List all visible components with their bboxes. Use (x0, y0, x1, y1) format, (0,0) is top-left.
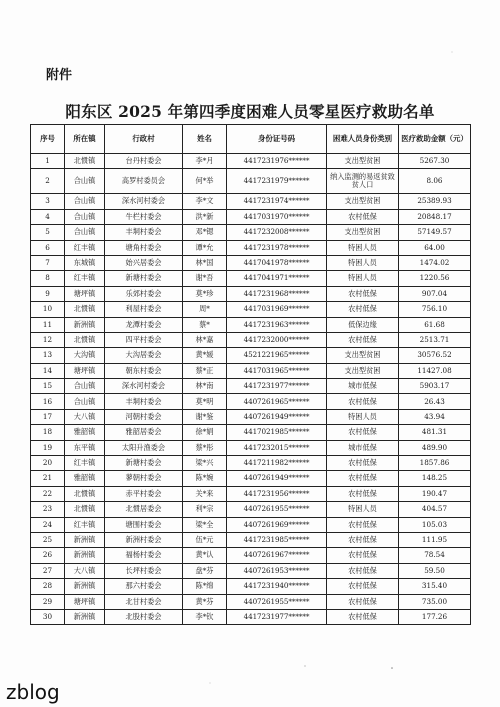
cell-no: 7 (31, 255, 65, 270)
cell-name: 陈*婉 (183, 471, 227, 486)
cell-no: 28 (31, 579, 65, 594)
cell-village: 雅韶居委会 (105, 425, 183, 440)
cell-category: 农村低保 (327, 486, 399, 501)
table-row (31, 332, 471, 347)
cell-id-number: 4417041978****** (227, 255, 327, 270)
cell-name: 何*举 (183, 169, 227, 194)
cell-amount: 190.47 (399, 486, 471, 501)
cell-name: 邓*锶 (183, 225, 227, 240)
cell-amount: 2513.71 (399, 332, 471, 347)
cell-id-number: 4417231979****** (227, 169, 327, 194)
table-row (31, 517, 471, 532)
cell-category: 农村低保 (327, 394, 399, 409)
cell-no: 4 (31, 209, 65, 224)
table-row (31, 225, 471, 240)
cell-amount: 489.90 (399, 440, 471, 455)
cell-no: 29 (31, 594, 65, 609)
cell-village: 蓼朝村委会 (105, 471, 183, 486)
cell-town: 雅韶镇 (65, 471, 105, 486)
header-amount: 医疗救助金额（元） (399, 125, 471, 154)
cell-village: 四平村委会 (105, 332, 183, 347)
cell-id-number: 4417231974****** (227, 194, 327, 209)
cell-village: 新洲村委会 (105, 532, 183, 547)
cell-town: 大八镇 (65, 563, 105, 578)
cell-amount: 1857.86 (399, 456, 471, 471)
cell-village: 福杨村委会 (105, 548, 183, 563)
cell-village: 台丹村委会 (105, 154, 183, 169)
cell-town: 红丰镇 (65, 456, 105, 471)
cell-amount: 404.57 (399, 502, 471, 517)
cell-amount: 78.54 (399, 548, 471, 563)
cell-id-number: 4407261967****** (227, 548, 327, 563)
cell-amount: 30576.52 (399, 348, 471, 363)
cell-village: 朝东村委会 (105, 363, 183, 378)
table-row (31, 255, 471, 270)
cell-amount: 26.43 (399, 394, 471, 409)
cell-category: 支出型贫困 (327, 154, 399, 169)
cell-no: 14 (31, 363, 65, 378)
cell-town: 合山镇 (65, 209, 105, 224)
cell-name: 梁*兴 (183, 456, 227, 471)
cell-no: 9 (31, 286, 65, 301)
cell-category: 农村低保 (327, 548, 399, 563)
cell-no: 2 (31, 169, 65, 194)
cell-id-number: 4417231968****** (227, 286, 327, 301)
cell-no: 8 (31, 271, 65, 286)
cell-village: 新塘村委会 (105, 456, 183, 471)
cell-no: 5 (31, 225, 65, 240)
cell-amount: 59.50 (399, 563, 471, 578)
table-row (31, 271, 471, 286)
cell-village: 高罗村委员会 (105, 169, 183, 194)
cell-name: 黄*芬 (183, 594, 227, 609)
cell-amount: 111.95 (399, 532, 471, 547)
cell-amount: 64.00 (399, 240, 471, 255)
cell-village: 新塘村委会 (105, 271, 183, 286)
table-row (31, 471, 471, 486)
cell-amount: 105.03 (399, 517, 471, 532)
cell-town: 新洲镇 (65, 609, 105, 624)
cell-no: 20 (31, 456, 65, 471)
cell-town: 合山镇 (65, 379, 105, 394)
cell-name: 利*宗 (183, 502, 227, 517)
cell-village: 那六村委会 (105, 579, 183, 594)
table-row (31, 502, 471, 517)
cell-town: 塘坪镇 (65, 594, 105, 609)
cell-village: 塘围村委会 (105, 517, 183, 532)
cell-no: 16 (31, 394, 65, 409)
cell-town: 大沟镇 (65, 348, 105, 363)
cell-id-number: 4417231977****** (227, 379, 327, 394)
cell-name: 关*来 (183, 486, 227, 501)
document-title: 阳东区 2025 年第四季度困难人员零星医疗救助名单 (65, 102, 435, 121)
cell-id-number: 4407261955****** (227, 502, 327, 517)
cell-id-number: 4417231963****** (227, 317, 327, 332)
cell-amount: 148.25 (399, 471, 471, 486)
cell-no: 17 (31, 409, 65, 424)
cell-category: 农村低保 (327, 532, 399, 547)
cell-no: 12 (31, 332, 65, 347)
cell-town: 北惯镇 (65, 302, 105, 317)
table-row (31, 194, 471, 209)
cell-village: 利屋村委会 (105, 302, 183, 317)
cell-amount: 61.68 (399, 317, 471, 332)
cell-amount: 735.00 (399, 594, 471, 609)
cell-town: 新洲镇 (65, 532, 105, 547)
cell-id-number: 4417231956****** (227, 486, 327, 501)
cell-village: 牛栏村委会 (105, 209, 183, 224)
cell-id-number: 4417021985****** (227, 425, 327, 440)
cell-name: 蔡*正 (183, 363, 227, 378)
cell-no: 11 (31, 317, 65, 332)
cell-no: 19 (31, 440, 65, 455)
cell-category: 城市低保 (327, 440, 399, 455)
table-row (31, 302, 471, 317)
table-row (31, 240, 471, 255)
cell-no: 23 (31, 502, 65, 517)
cell-category: 农村低保 (327, 425, 399, 440)
table-row (31, 169, 471, 194)
cell-village: 深水河村委会 (105, 379, 183, 394)
cell-id-number: 4417231940****** (227, 579, 327, 594)
cell-town: 大八镇 (65, 409, 105, 424)
cell-town: 新洲镇 (65, 548, 105, 563)
cell-category: 农村低保 (327, 517, 399, 532)
cell-amount: 20848.17 (399, 209, 471, 224)
relief-table (30, 124, 471, 625)
cell-name: 黄*认 (183, 548, 227, 563)
cell-village: 始兴居委会 (105, 255, 183, 270)
cell-town: 红丰镇 (65, 240, 105, 255)
cell-category: 纳入监测的易返贫致贫人口 (327, 169, 399, 194)
cell-category: 低保边缘 (327, 317, 399, 332)
header-name: 姓名 (183, 125, 227, 154)
table-row (31, 548, 471, 563)
cell-name: 李*钦 (183, 609, 227, 624)
cell-id-number: 4407261953****** (227, 563, 327, 578)
table-row (31, 425, 471, 440)
cell-name: 林*嘉 (183, 332, 227, 347)
cell-town: 北惯镇 (65, 332, 105, 347)
cell-name: 林*国 (183, 255, 227, 270)
cell-id-number: 4407261965****** (227, 394, 327, 409)
cell-town: 合山镇 (65, 169, 105, 194)
table-row (31, 209, 471, 224)
cell-village: 河朝村委会 (105, 409, 183, 424)
cell-id-number: 4417231978****** (227, 240, 327, 255)
cell-category: 农村低保 (327, 594, 399, 609)
header-town: 所在镇 (65, 125, 105, 154)
cell-name: 陈*绵 (183, 579, 227, 594)
table-row (31, 154, 471, 169)
cell-id-number: 4417211982****** (227, 456, 327, 471)
cell-no: 22 (31, 486, 65, 501)
cell-no: 25 (31, 532, 65, 547)
cell-no: 10 (31, 302, 65, 317)
cell-id-number: 4417231985****** (227, 532, 327, 547)
header-village: 行政村 (105, 125, 183, 154)
cell-amount: 1220.56 (399, 271, 471, 286)
cell-category: 农村低保 (327, 302, 399, 317)
cell-no: 30 (31, 609, 65, 624)
table-header-row (31, 125, 471, 154)
attachment-label: 附件 (46, 68, 73, 83)
header-id: 身份证号码 (227, 125, 327, 154)
watermark: zblog (6, 680, 60, 704)
cell-amount: 177.26 (399, 609, 471, 624)
cell-category: 农村低保 (327, 579, 399, 594)
cell-id-number: 4417031965****** (227, 363, 327, 378)
cell-id-number: 4417041971****** (227, 271, 327, 286)
table-row (31, 317, 471, 332)
cell-village: 丰垌村委会 (105, 394, 183, 409)
table-row (31, 579, 471, 594)
cell-name: 梁*全 (183, 517, 227, 532)
cell-name: 蔡*彤 (183, 440, 227, 455)
cell-name: 莫*珍 (183, 286, 227, 301)
cell-id-number: 4407261949****** (227, 409, 327, 424)
cell-id-number: 4417031970****** (227, 209, 327, 224)
cell-amount: 5903.17 (399, 379, 471, 394)
cell-category: 农村低保 (327, 332, 399, 347)
cell-amount: 481.31 (399, 425, 471, 440)
cell-category: 农村低保 (327, 563, 399, 578)
cell-name: 黄*媛 (183, 348, 227, 363)
cell-no: 3 (31, 194, 65, 209)
cell-amount: 57149.57 (399, 225, 471, 240)
cell-village: 北股村委会 (105, 609, 183, 624)
cell-town: 北惯镇 (65, 486, 105, 501)
cell-category: 城市低保 (327, 379, 399, 394)
cell-category: 特困人员 (327, 409, 399, 424)
cell-category: 特困人员 (327, 271, 399, 286)
cell-name: 谢*吾 (183, 271, 227, 286)
cell-town: 新洲镇 (65, 579, 105, 594)
cell-category: 农村低保 (327, 209, 399, 224)
table-row (31, 456, 471, 471)
cell-id-number: 4407261949****** (227, 471, 327, 486)
cell-name: 李*文 (183, 194, 227, 209)
cell-id-number: 4417232015****** (227, 440, 327, 455)
cell-amount: 25389.93 (399, 194, 471, 209)
cell-amount: 315.40 (399, 579, 471, 594)
table-row (31, 409, 471, 424)
cell-category: 农村低保 (327, 456, 399, 471)
cell-id-number: 4407261955****** (227, 594, 327, 609)
cell-town: 塘坪镇 (65, 363, 105, 378)
cell-town: 合山镇 (65, 194, 105, 209)
cell-id-number: 4417231976****** (227, 154, 327, 169)
cell-name: 盘*芬 (183, 563, 227, 578)
cell-name: 莫*明 (183, 394, 227, 409)
cell-category: 支出型贫困 (327, 363, 399, 378)
cell-village: 赤平村委会 (105, 486, 183, 501)
cell-id-number: 4417031969****** (227, 302, 327, 317)
header-no: 序号 (31, 125, 65, 154)
cell-name: 谭*允 (183, 240, 227, 255)
cell-name: 徐*娟 (183, 425, 227, 440)
cell-amount: 8.06 (399, 169, 471, 194)
cell-no: 27 (31, 563, 65, 578)
cell-category: 支出型贫困 (327, 348, 399, 363)
cell-amount: 43.94 (399, 409, 471, 424)
cell-id-number: 4417232008****** (227, 225, 327, 240)
cell-name: 谢*鉴 (183, 409, 227, 424)
cell-amount: 11427.08 (399, 363, 471, 378)
cell-town: 塘坪镇 (65, 286, 105, 301)
table-row (31, 348, 471, 363)
cell-name: 蔡* (183, 317, 227, 332)
cell-village: 深水河村委会 (105, 194, 183, 209)
cell-category: 支出型贫困 (327, 225, 399, 240)
cell-no: 24 (31, 517, 65, 532)
cell-name: 伍*元 (183, 532, 227, 547)
cell-name: 周* (183, 302, 227, 317)
cell-village: 大沟居委会 (105, 348, 183, 363)
cell-category: 特困人员 (327, 255, 399, 270)
cell-town: 北惯镇 (65, 502, 105, 517)
cell-category: 农村低保 (327, 471, 399, 486)
cell-id-number: 4407261969****** (227, 517, 327, 532)
header-category: 困难人员身份类别 (327, 125, 399, 154)
cell-town: 新洲镇 (65, 317, 105, 332)
cell-village: 丰垌村委会 (105, 225, 183, 240)
cell-category: 特困人员 (327, 502, 399, 517)
cell-amount: 907.04 (399, 286, 471, 301)
cell-town: 合山镇 (65, 225, 105, 240)
cell-no: 1 (31, 154, 65, 169)
cell-no: 18 (31, 425, 65, 440)
table-row (31, 609, 471, 624)
cell-id-number: 4521221965****** (227, 348, 327, 363)
cell-town: 合山镇 (65, 394, 105, 409)
cell-town: 东平镇 (65, 440, 105, 455)
cell-amount: 1474.02 (399, 255, 471, 270)
table-row (31, 379, 471, 394)
cell-id-number: 4417232000****** (227, 332, 327, 347)
table-row (31, 486, 471, 501)
table-row (31, 286, 471, 301)
table-row (31, 563, 471, 578)
cell-no: 6 (31, 240, 65, 255)
cell-town: 雅韶镇 (65, 425, 105, 440)
table-row (31, 594, 471, 609)
cell-village: 乐郊村委会 (105, 286, 183, 301)
cell-no: 21 (31, 471, 65, 486)
cell-village: 龙潭村委会 (105, 317, 183, 332)
cell-town: 红丰镇 (65, 271, 105, 286)
cell-category: 农村低保 (327, 286, 399, 301)
cell-category: 支出型贫困 (327, 194, 399, 209)
cell-category: 特困人员 (327, 240, 399, 255)
cell-amount: 756.10 (399, 302, 471, 317)
table-row (31, 440, 471, 455)
cell-village: 塘角村委会 (105, 240, 183, 255)
table-row (31, 394, 471, 409)
cell-town: 北惯镇 (65, 154, 105, 169)
table-row (31, 532, 471, 547)
cell-amount: 5267.30 (399, 154, 471, 169)
cell-no: 26 (31, 548, 65, 563)
cell-town: 红丰镇 (65, 517, 105, 532)
cell-village: 北甘村委会 (105, 594, 183, 609)
table-row (31, 363, 471, 378)
cell-name: 林*南 (183, 379, 227, 394)
cell-village: 北惯居委会 (105, 502, 183, 517)
cell-category: 农村低保 (327, 609, 399, 624)
cell-no: 13 (31, 348, 65, 363)
table-body (31, 154, 471, 625)
cell-village: 太阳升渔委会 (105, 440, 183, 455)
cell-town: 东城镇 (65, 255, 105, 270)
cell-no: 15 (31, 379, 65, 394)
cell-id-number: 4417231977****** (227, 609, 327, 624)
cell-name: 洪*新 (183, 209, 227, 224)
cell-name: 李*月 (183, 154, 227, 169)
cell-village: 长坪村委会 (105, 563, 183, 578)
